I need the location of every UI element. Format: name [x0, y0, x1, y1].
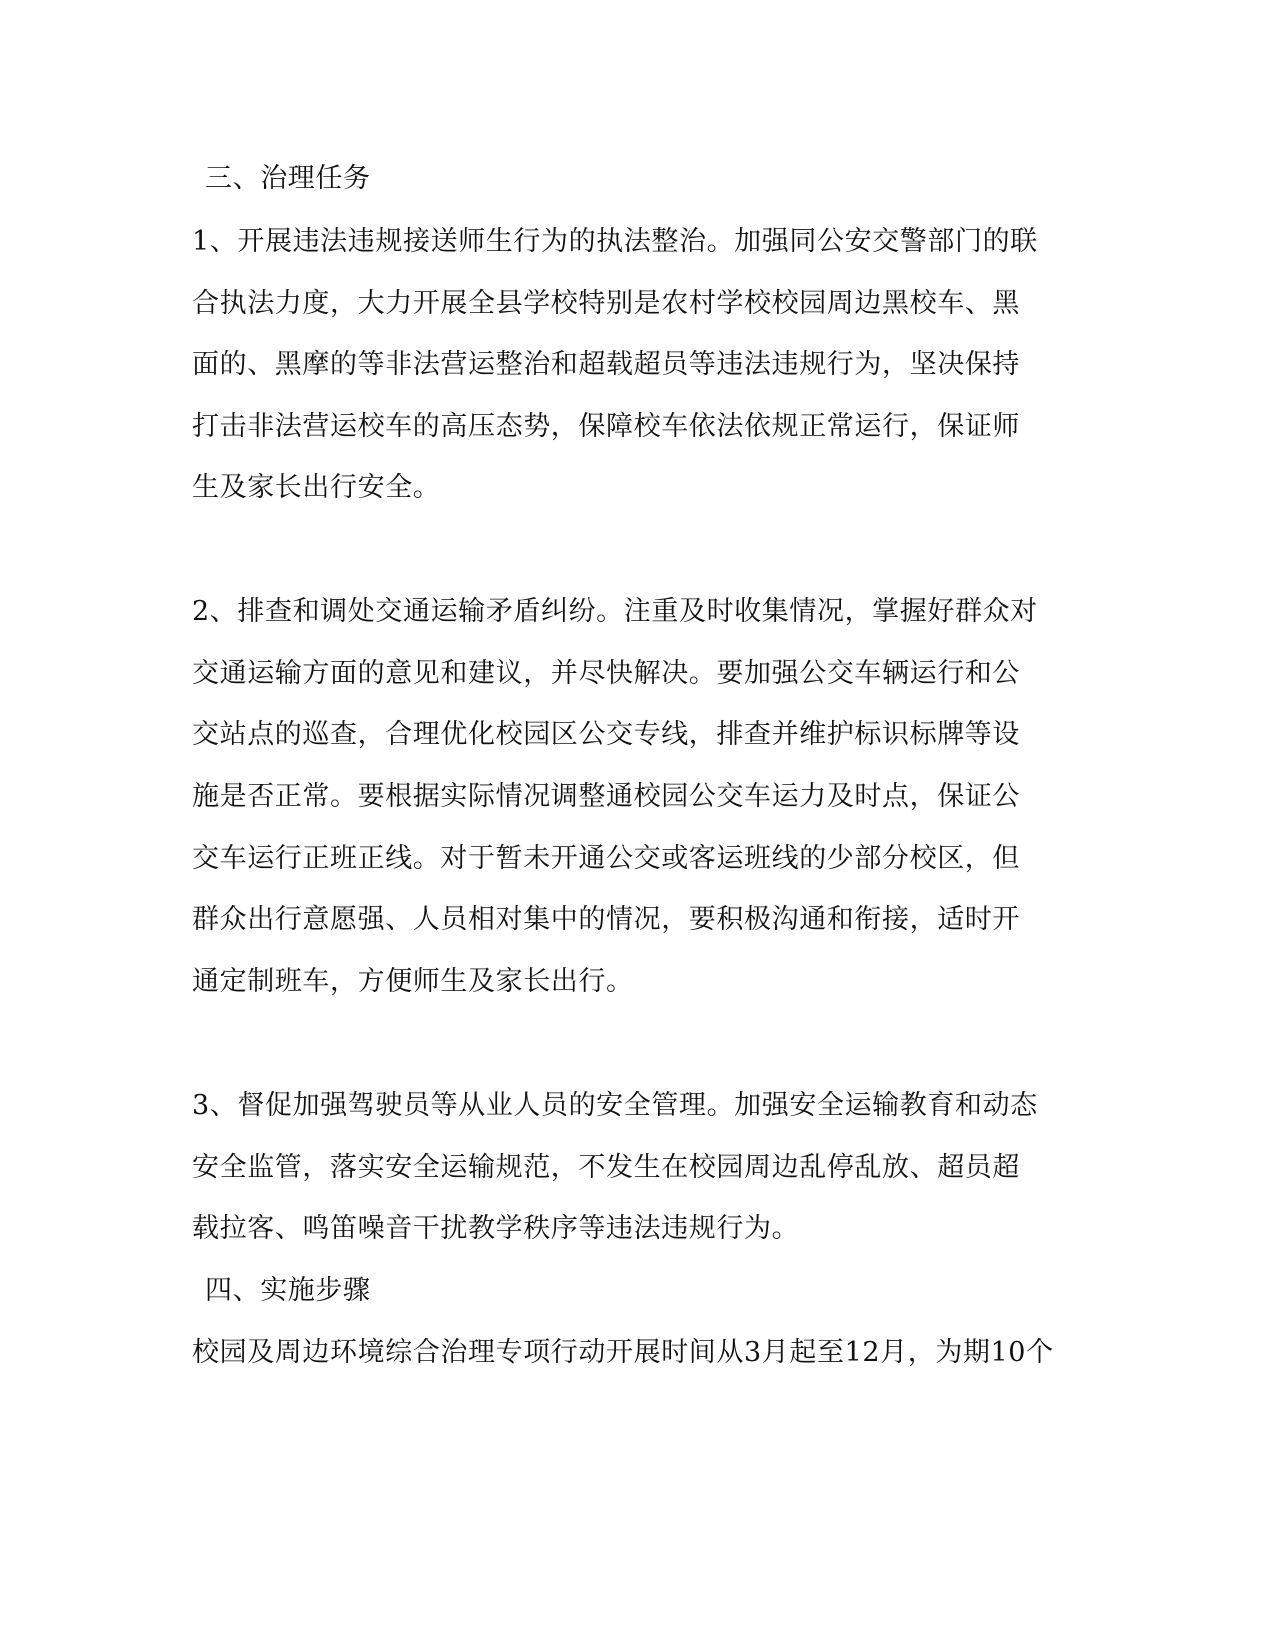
section4-para-line-1: 校园及周边环境综合治理专项行动开展时间从3月起至12月，为期10个 [192, 1337, 1054, 1368]
item1-line-3: 面的、黑摩的等非法营运整治和超载超员等违法违规行为，坚决保持 [192, 349, 1020, 380]
item2-line-2: 交通运输方面的意见和建议，并尽快解决。要加强公交车辆运行和公 [192, 658, 1020, 689]
item2-line-7: 通定制班车，方便师生及家长出行。 [192, 966, 634, 997]
item3-line-3: 载拉客、鸣笛噪音干扰教学秩序等违法违规行为。 [192, 1213, 800, 1244]
item2-line-4: 施是否正常。要根据实际情况调整通校园公交车运力及时点，保证公 [192, 781, 1020, 812]
item1-line-2: 合执法力度，大力开展全县学校特别是农村学校校园周边黑校车、黑 [192, 288, 1020, 319]
item2-line-6: 群众出行意愿强、人员相对集中的情况，要积极沟通和衔接，适时开 [192, 904, 1020, 935]
section-heading-implementation-steps: 四、实施步骤 [205, 1275, 371, 1306]
section-heading-governance-tasks: 三、治理任务 [205, 163, 371, 194]
item2-line-1: 2、排查和调处交通运输矛盾纠纷。注重及时收集情况，掌握好群众对 [192, 596, 1038, 627]
item2-line-5: 交车运行正班正线。对于暂未开通公交或客运班线的少部分校区，但 [192, 843, 1020, 874]
item1-line-5: 生及家长出行安全。 [192, 472, 441, 503]
item1-line-1: 1、开展违法违规接送师生行为的执法整治。加强同公安交警部门的联 [192, 226, 1038, 257]
item3-line-1: 3、督促加强驾驶员等从业人员的安全管理。加强安全运输教育和动态 [192, 1090, 1038, 1121]
item1-line-4: 打击非法营运校车的高压态势，保障校车依法依规正常运行，保证师 [192, 411, 1020, 442]
item3-line-2: 安全监管，落实安全运输规范，不发生在校园周边乱停乱放、超员超 [192, 1152, 1020, 1183]
item2-line-3: 交站点的巡查，合理优化校园区公交专线，排查并维护标识标牌等设 [192, 719, 1020, 750]
